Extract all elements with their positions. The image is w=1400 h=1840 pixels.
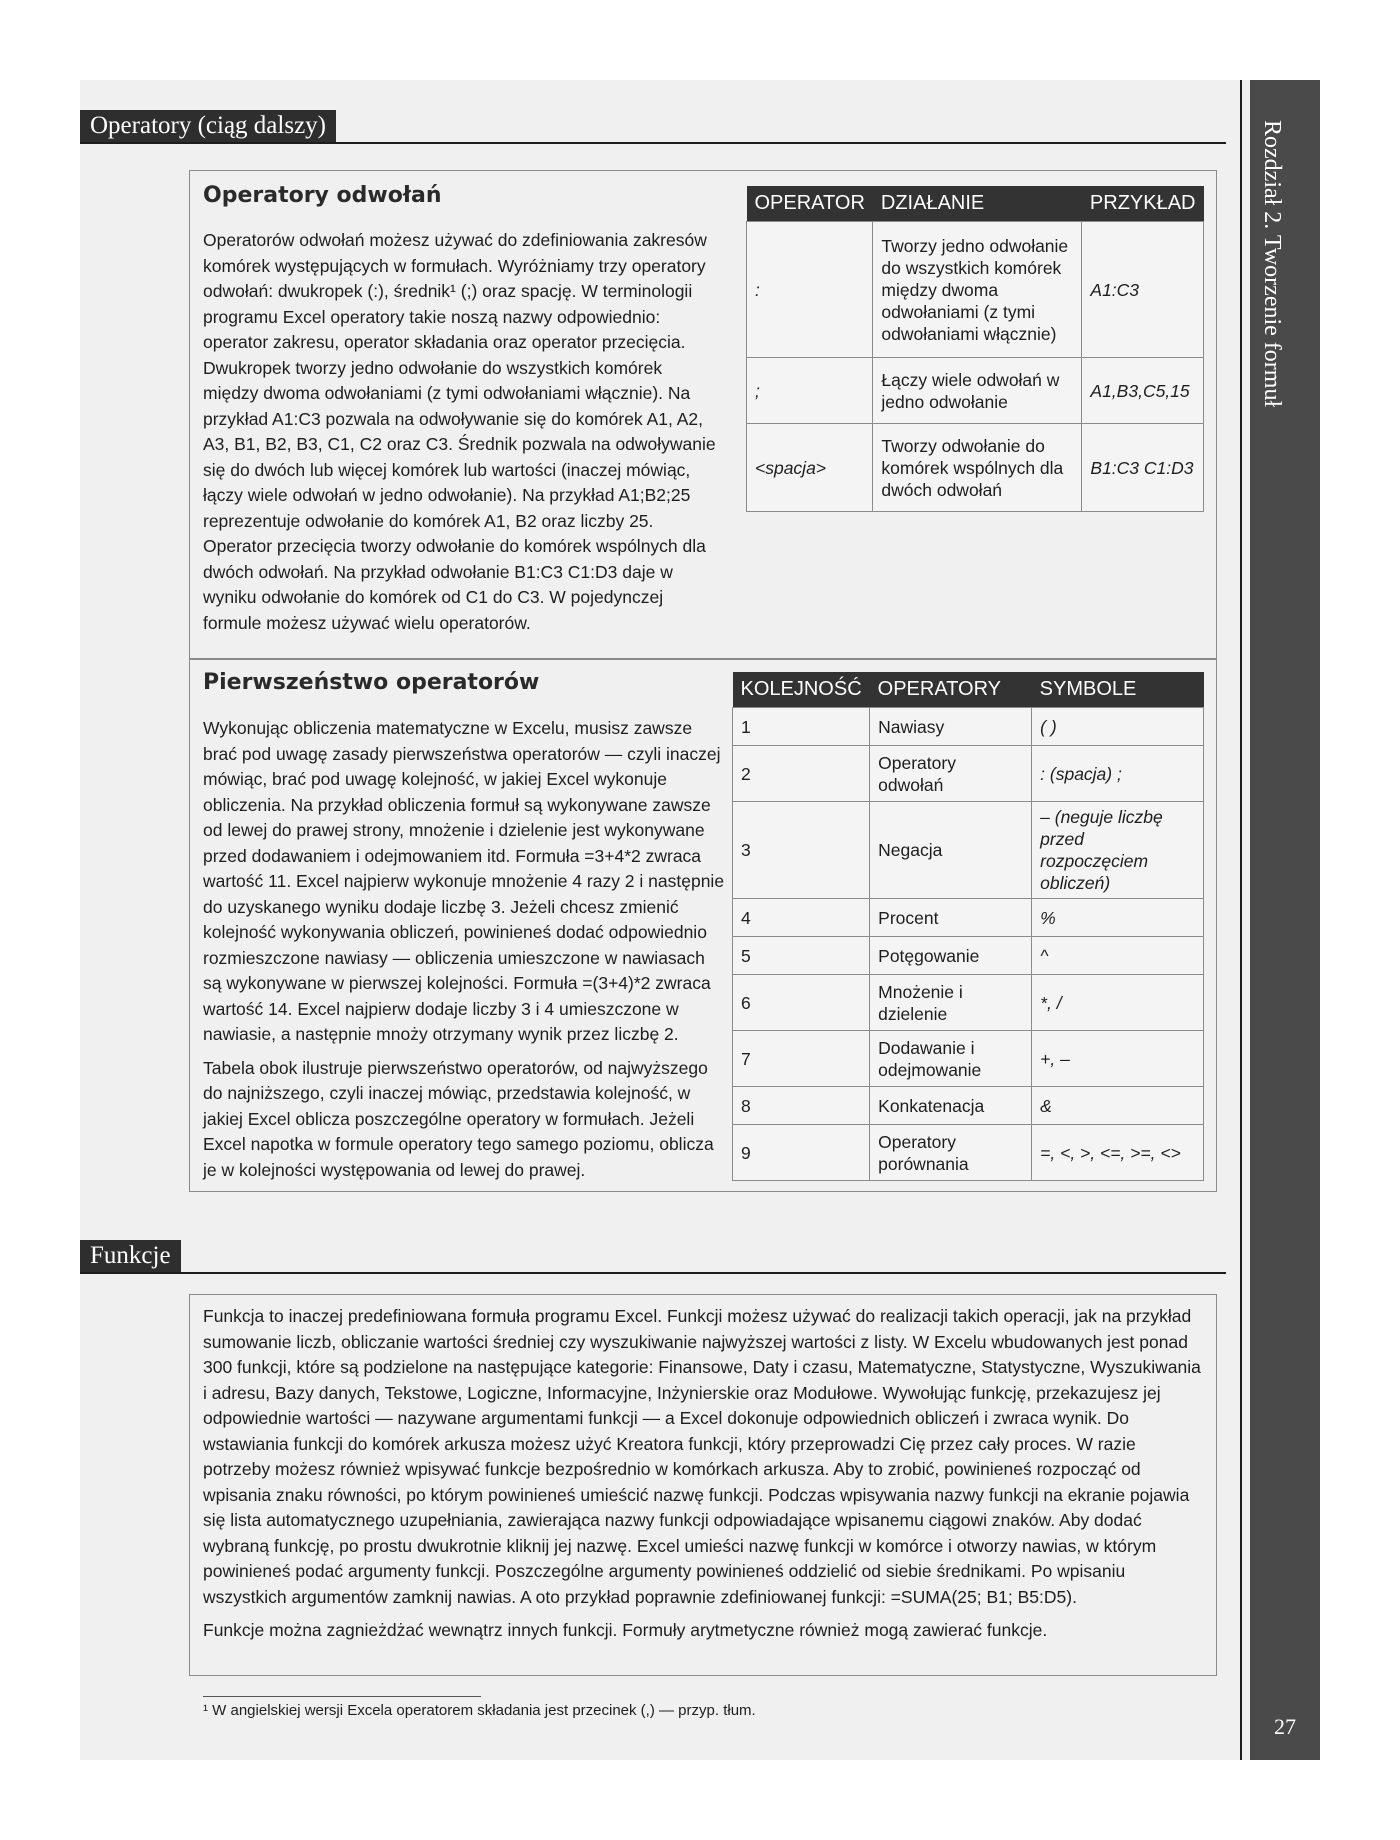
order-cell: 8: [733, 1087, 870, 1125]
section-heading: Operatory (ciąg dalszy): [80, 110, 336, 142]
table-row: [733, 1125, 1204, 1181]
order-cell: 5: [733, 937, 870, 975]
column-header: SYMBOLE: [1032, 672, 1204, 708]
table-row: [747, 424, 1204, 512]
page: [80, 80, 1320, 1760]
symbol-cell: +, –: [1032, 1031, 1204, 1087]
operator-name-cell: Negacja: [870, 802, 1032, 899]
column-header: KOLEJNOŚĆ: [733, 672, 870, 708]
operator-name-cell: Konkatenacja: [870, 1087, 1032, 1125]
section-heading: Funkcje: [80, 1240, 181, 1272]
footnote: ¹ W angielskiej wersji Excela operatorem składania jest przecinek (,) — przyp. tłum.: [203, 1702, 756, 1719]
operator-name-cell: Mnożenie i dzielenie: [870, 975, 1032, 1031]
example-cell: A1:C3: [1082, 222, 1204, 358]
operator-name-cell: Operatory odwołań: [870, 746, 1032, 802]
operator-cell: ;: [747, 358, 873, 424]
functions-paragraph: Funkcje można zagnieżdżać wewnątrz innych funkcji. Formuły arytmetyczne również mogą zawierać funkcje.: [203, 1620, 1048, 1640]
table-header-row: [733, 672, 1204, 708]
operator-cell: :: [747, 222, 873, 358]
symbol-cell: – (neguje liczbę przed rozpoczęciem obliczeń): [1032, 802, 1204, 899]
table-row: [733, 1087, 1204, 1125]
symbol-cell: *, /: [1032, 975, 1204, 1031]
reference-operators-text: [203, 228, 721, 644]
operator-name-cell: Dodawanie i odejmowanie: [870, 1031, 1032, 1087]
precedence-paragraph: Tabela obok ilustruje pierwszeństwo operatorów, od najwyższego do najniższego, czyli inaczej mówiąc, przedstawia kolejność, w jakiej Excel oblicza poszczególne operatory w formułach. Jeżeli Excel napotka w formule operatory tego samego poziomu, oblicza je w kolejności występowania od lewej do prawej.: [203, 1057, 714, 1180]
order-cell: 7: [733, 1031, 870, 1087]
operator-name-cell: Potęgowanie: [870, 937, 1032, 975]
precedence-title: Pierwszeństwo operatorów: [203, 670, 540, 695]
symbol-cell: %: [1032, 899, 1204, 937]
table-row: [733, 899, 1204, 937]
reference-operators-table: [746, 186, 1204, 512]
functions-paragraph: Funkcja to inaczej predefiniowana formuła programu Excel. Funkcji możesz używać do realizacji takich operacji, jak na przykład sumowanie liczb, obliczanie wartości średniej czy wyszukiwanie najwyższej wartości z listy. W Excelu wbudowanych jest ponad 300 funkcji, które są podzielone na następujące kategorie: Finansowe, Daty i czasu, Matematyczne, Statystyczne, Wyszukiwania i adresu, Bazy danych, Tekstowe, Logiczne, Informacyjne, Inżynierskie oraz Modułowe. Wywołując funkcję, przekazujesz jej odpowiednie wartości — nazywane argumentami funkcji — a Excel dokonuje odpowiednich obliczeń i zwraca wynik. Do wstawiania funkcji do komórek arkusza możesz użyć Kreatora funkcji, który przeprowadzi Cię przez cały proces. W razie potrzeby możesz również wpisywać funkcje bezpośrednio w komórkach arkusza. Aby to zrobić, powinieneś rozpocząć od wpisania znaku równości, po którym powinieneś umieścić nazwę funkcji. Podczas wpisywania nazwy funkcji na ekranie pojawia się lista automatycznego uzupełniania, zawierająca nazwy funkcji odpowiadające wpisanemu ciągowi znaków. Aby dodać wybraną funkcję, po prostu dwukrotnie kliknij jej nazwę. Excel umieści nazwę funkcji w komórce i otworzy nawias, w którym powinieneś podać argumenty funkcji. Poszczególne argumenty powinieneś oddzielić od siebie średnikami. Po wpisaniu wszystkich argumentów zamknij nawias. A oto przykład poprawnie zdefiniowanej funkcji: =SUMA(25; B1; B5:D5).: [203, 1306, 1201, 1607]
table-row: [733, 975, 1204, 1031]
precedence-paragraph: Wykonując obliczenia matematyczne w Excelu, musisz zawsze brać pod uwagę zasady pierwszeństwa operatorów — czyli inaczej mówiąc, brać pod uwagę kolejność, w jakiej Excel wykonuje obliczenia. Na przykład obliczenia formuł są wykonywane zawsze od lewej do prawej strony, mnożenie i dzielenie jest wykonywane przed dodawaniem i odejmowaniem itd. Formuła =3+4*2 zwraca wartość 11. Excel najpierw wykonuje mnożenie 4 razy 2 i następnie do uzyskanego wyniku dodaje liczbę 3. Jeżeli chcesz zmienić kolejność wykonywania obliczeń, powinieneś dodać odpowiednio rozmieszczone nawiasy — obliczenia umieszczone w nawiasach są wykonywane w pierwszej kolejności. Formuła =(3+4)*2 zwraca wartość 14. Excel najpierw dodaje liczby 3 i 4 umieszczone w nawiasie, a następnie mnoży otrzymany wynik przez liczbę 2.: [203, 718, 725, 1044]
order-cell: 3: [733, 802, 870, 899]
column-header: PRZYKŁAD: [1082, 186, 1204, 222]
symbol-cell: &: [1032, 1087, 1204, 1125]
precedence-text: [203, 716, 728, 1191]
column-header: OPERATORY: [870, 672, 1032, 708]
action-cell: Tworzy odwołanie do komórek wspólnych dla dwóch odwołań: [873, 424, 1082, 512]
symbol-cell: : (spacja) ;: [1032, 746, 1204, 802]
column-header: DZIAŁANIE: [873, 186, 1082, 222]
page-number: 27: [1274, 1714, 1296, 1739]
symbol-cell: ^: [1032, 937, 1204, 975]
operator-name-cell: Procent: [870, 899, 1032, 937]
footnote-rule: [203, 1696, 481, 1697]
section-heading-bar: [80, 110, 1226, 144]
example-cell: A1,B3,C5,15: [1082, 358, 1204, 424]
table-row: [747, 358, 1204, 424]
order-cell: 4: [733, 899, 870, 937]
symbol-cell: ( ): [1032, 708, 1204, 746]
symbol-cell: =, <, >, <=, >=, <>: [1032, 1125, 1204, 1181]
sidebar-rule: [1240, 80, 1242, 1760]
action-cell: Łączy wiele odwołań w jedno odwołanie: [873, 358, 1082, 424]
operator-name-cell: Operatory porównania: [870, 1125, 1032, 1181]
operator-cell: <spacja>: [747, 424, 873, 512]
operator-name-cell: Nawiasy: [870, 708, 1032, 746]
order-cell: 6: [733, 975, 870, 1031]
order-cell: 2: [733, 746, 870, 802]
action-cell: Tworzy jedno odwołanie do wszystkich komórek między dwoma odwołaniami (z tymi odwołaniami włącznie): [873, 222, 1082, 358]
section-heading-bar: [80, 1240, 1226, 1274]
table-row: [733, 708, 1204, 746]
precedence-table: [732, 672, 1204, 1181]
order-cell: 1: [733, 708, 870, 746]
table-row: [733, 937, 1204, 975]
table-header-row: [747, 186, 1204, 222]
reference-operators-title: Operatory odwołań: [203, 183, 442, 208]
table-row: [733, 746, 1204, 802]
reference-operators-paragraph: Operatorów odwołań możesz używać do zdefiniowania zakresów komórek występujących w formułach. Wyróżniamy trzy operatory odwołań: dwukropek (:), średnik¹ (;) oraz spację. W terminologii programu Excel operatory takie noszą nazwy odpowiednio: operator zakresu, operator składania oraz operator przecięcia. Dwukropek tworzy jedno odwołanie do wszystkich komórek między dwoma odwołaniami (z tymi odwołaniami włącznie). Na przykład A1:C3 pozwala na odwoływanie się do komórek A1, A2, A3, B1, B2, B3, C1, C2 oraz C3. Średnik pozwala na odwoływanie się do dwóch lub więcej komórek lub wartości (inaczej mówiąc, łączy wiele odwołań w jedno odwołanie). Na przykład A1;B2;25 reprezentuje odwołanie do komórek A1, B2 oraz liczby 25. Operator przecięcia tworzy odwołanie do komórek wspólnych dla dwóch odwołań. Na przykład odwołanie B1:C3 C1:D3 daje w wyniku odwołanie do komórek od C1 do C3. W pojedynczej formule możesz używać wielu operatorów.: [203, 230, 716, 633]
column-header: OPERATOR: [747, 186, 873, 222]
functions-text: [203, 1304, 1203, 1652]
chapter-title: Rozdział 2. Tworzenie formuł: [1259, 120, 1285, 408]
table-row: [747, 222, 1204, 358]
order-cell: 9: [733, 1125, 870, 1181]
example-cell: B1:C3 C1:D3: [1082, 424, 1204, 512]
table-row: [733, 802, 1204, 899]
table-row: [733, 1031, 1204, 1087]
